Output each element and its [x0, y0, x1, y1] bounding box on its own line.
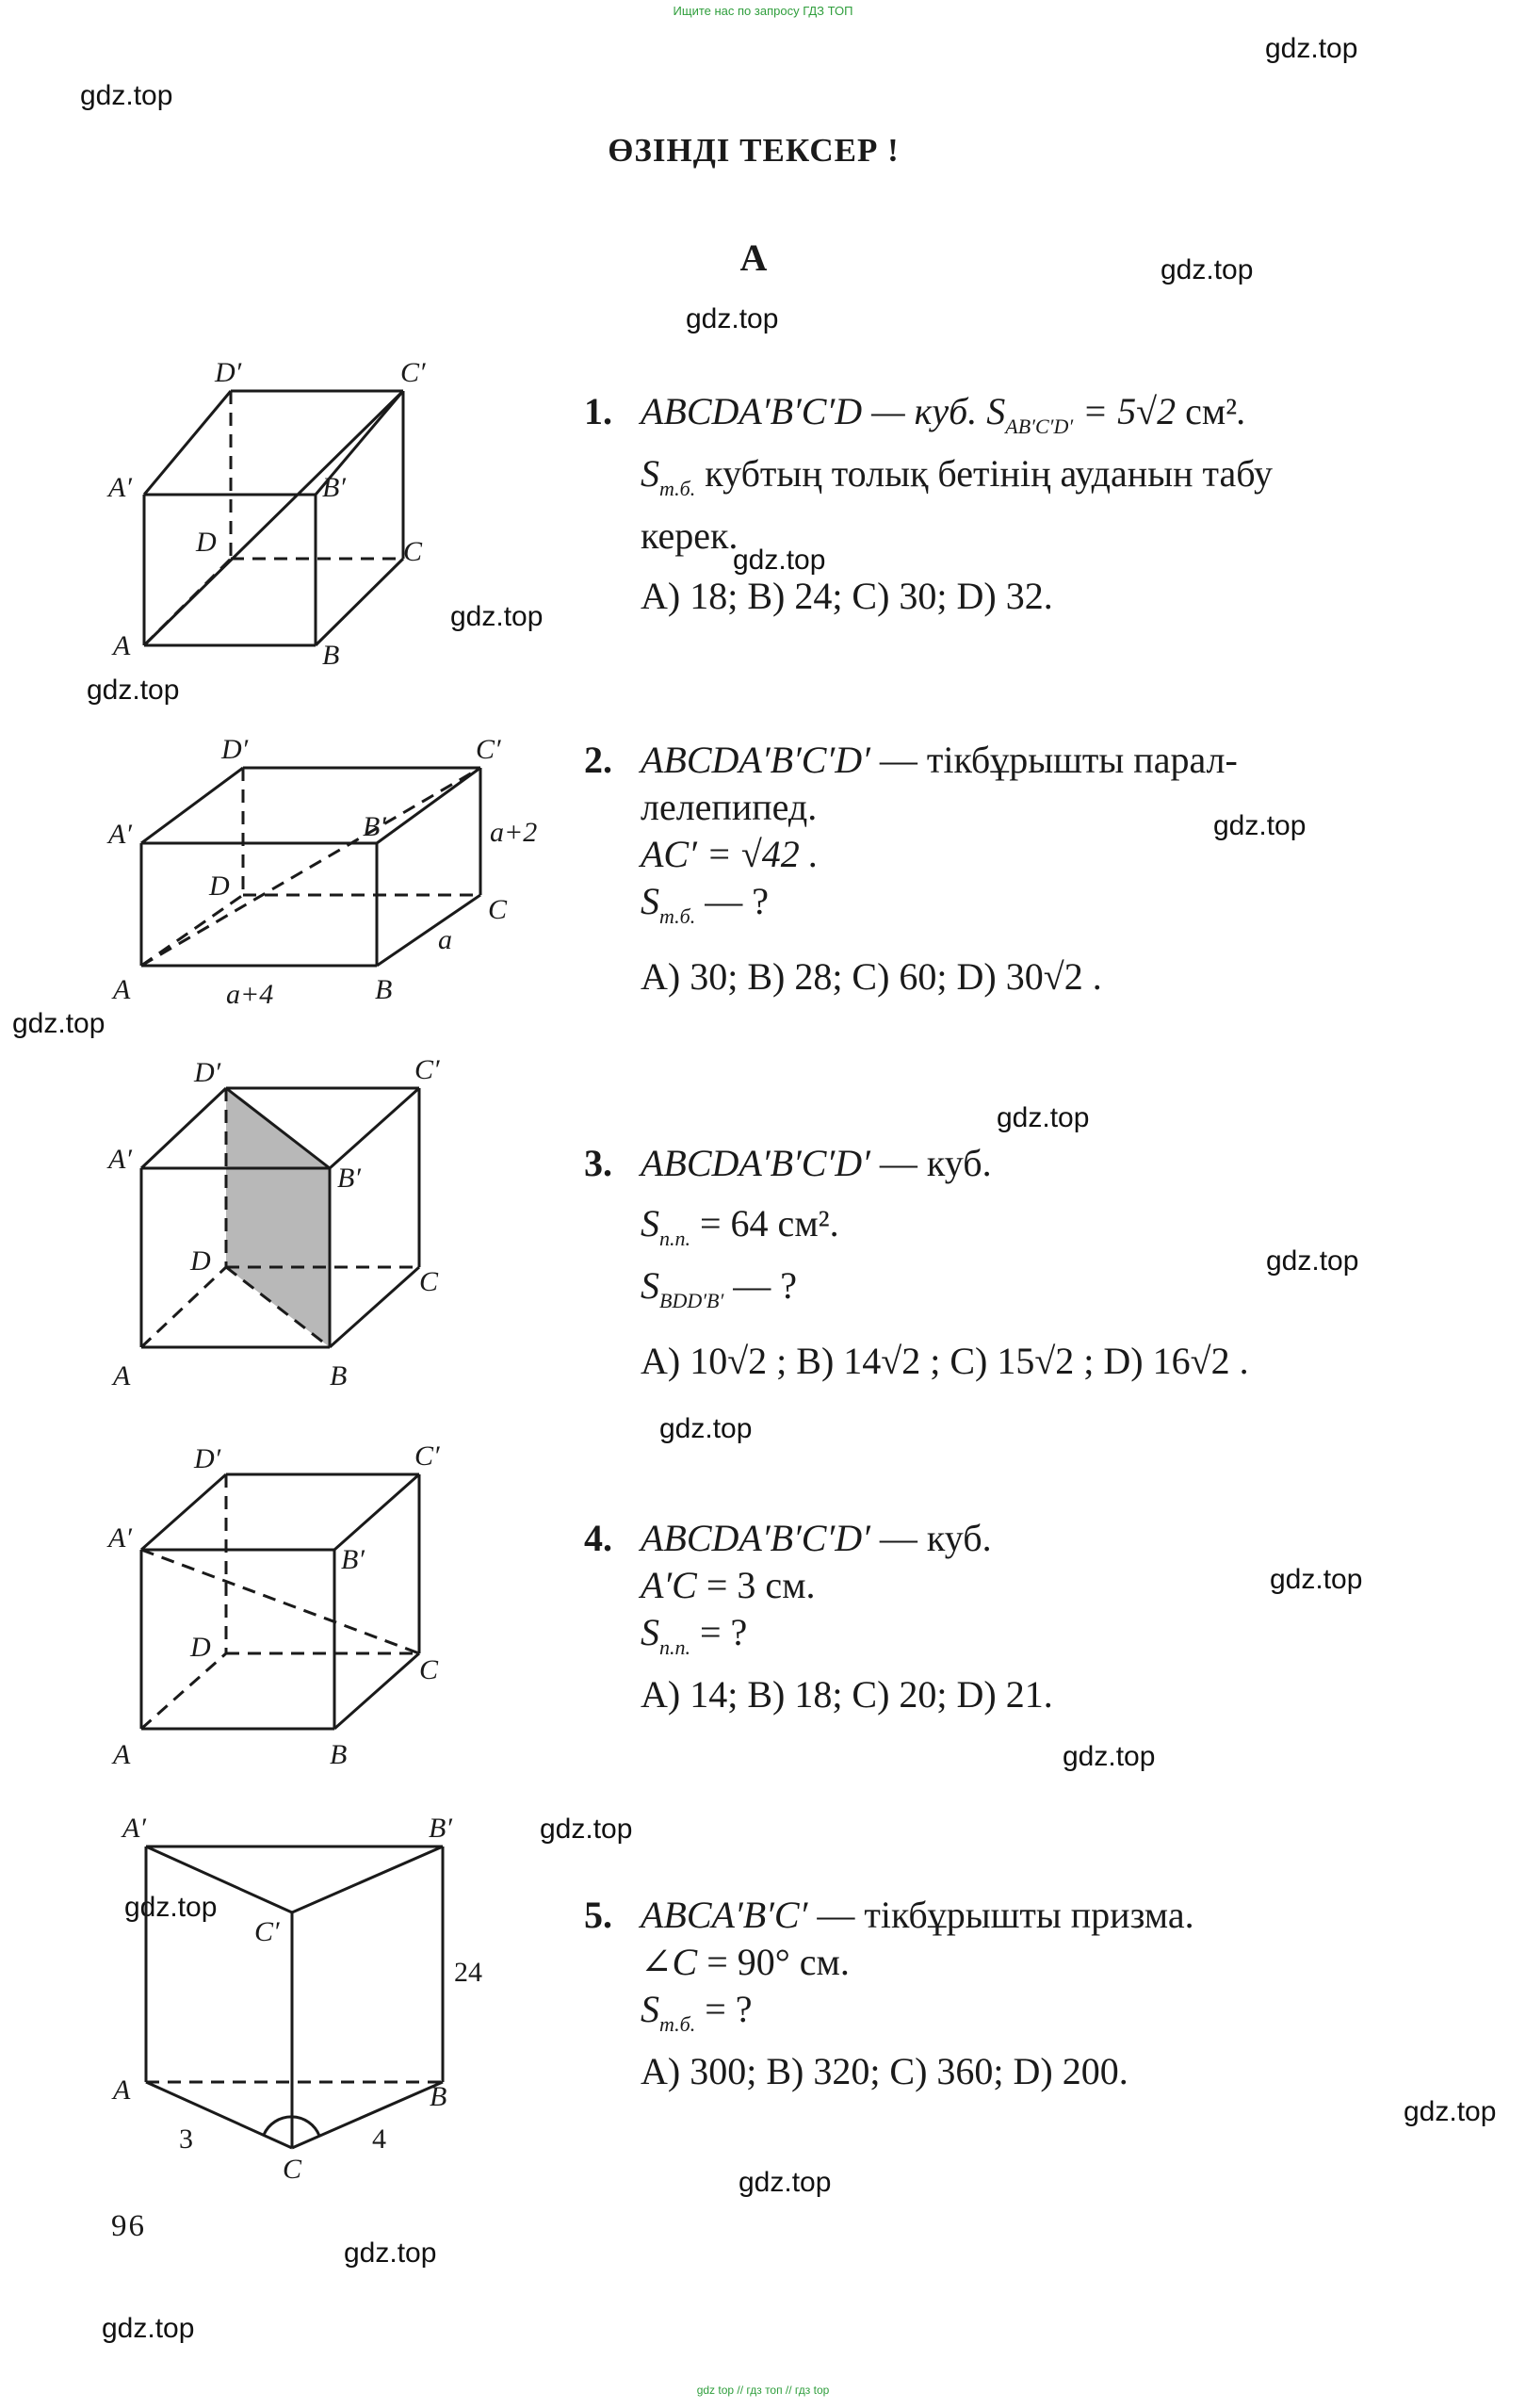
vertex-label: B′ — [337, 1163, 361, 1194]
page-title: ӨЗІНДІ ТЕКСЕР ! — [608, 132, 900, 169]
vertex-label: A′ — [122, 1813, 146, 1844]
watermark: gdz.top — [12, 1008, 106, 1039]
answer-options: A) 14; B) 18; C) 20; D) 21. — [641, 1673, 1053, 1716]
vertex-label: C — [488, 894, 508, 925]
problem-line: ABCDA′B′C′D — куб. $S_{AB'C'D'} = 5√2$ см². — [641, 390, 1247, 438]
problem-line: $S_{BDD'B'}$ — ? — [641, 1264, 798, 1312]
vertex-label: D′ — [194, 1443, 221, 1474]
edge-label: a+4 — [226, 979, 274, 1010]
vertex-label: D — [209, 870, 230, 902]
watermark: gdz.top — [1161, 254, 1254, 285]
watermark: gdz.top — [80, 80, 173, 111]
problem-line: ABCA′B′C′ — тікбұрышты призма. — [641, 1894, 1194, 1936]
vertex-label: D — [196, 527, 217, 558]
problem-line: керек. — [641, 514, 739, 557]
answer-options: A) 300; B) 320; C) 360; D) 200. — [641, 2050, 1128, 2092]
bottom-banner: gdz top // гдз топ // гдз top — [696, 2384, 830, 2397]
vertex-label: A — [113, 1360, 131, 1391]
vertex-label: D′ — [194, 1057, 221, 1088]
figure-5-prism — [104, 1799, 518, 2195]
vertex-label: B — [322, 640, 340, 671]
edge-label: a — [438, 924, 452, 955]
vertex-label: A′ — [108, 1522, 132, 1554]
problem-line: ABCDA′B′C′D′ — тікбұрышты парал- — [641, 739, 1238, 781]
page-number: 96 — [111, 2209, 146, 2243]
vertex-label: B — [330, 1739, 348, 1770]
problem-number: 4. — [584, 1517, 612, 1559]
watermark: gdz.top — [450, 601, 544, 632]
vertex-label: C′ — [400, 357, 426, 388]
answer-options: A) 18; B) 24; C) 30; D) 32. — [641, 575, 1053, 617]
problem-number: 1. — [584, 390, 612, 432]
watermark: gdz.top — [686, 303, 779, 334]
watermark: gdz.top — [659, 1413, 753, 1444]
section-letter: А — [739, 236, 768, 279]
vertex-label: A′ — [108, 472, 132, 503]
vertex-label: C — [419, 1266, 439, 1297]
vertex-label: C — [419, 1654, 439, 1685]
problem-line: ABCDA′B′C′D′ — куб. — [641, 1517, 992, 1559]
watermark: gdz.top — [102, 2313, 195, 2344]
problem-4 — [584, 1515, 1413, 1718]
watermark: gdz.top — [1265, 33, 1358, 64]
vertex-label: A — [113, 2074, 131, 2106]
watermark: gdz.top — [733, 545, 826, 576]
vertex-label: B′ — [429, 1813, 452, 1844]
top-banner: Ищите нас по запросу ГДЗ ТОП — [673, 4, 853, 18]
figure-4-cube — [104, 1432, 480, 1771]
problem-line: AC′ = √42 . — [641, 833, 819, 875]
problem-number: 3. — [584, 1142, 612, 1184]
problem-line: $S_{т.б.}$ кубтың толық бетінің ауданын табу — [641, 452, 1274, 500]
problem-number: 2. — [584, 739, 612, 781]
vertex-label: B′ — [363, 811, 386, 842]
problem-line: $S_{п.п.}$ = ? — [641, 1611, 748, 1659]
edge-label: 4 — [372, 2123, 386, 2155]
watermark: gdz.top — [1270, 1564, 1363, 1595]
problem-1 — [584, 388, 1413, 620]
problem-line: $S_{т.б.}$ = ? — [641, 1988, 753, 2036]
edge-label: a+2 — [490, 817, 538, 848]
vertex-label: C′ — [476, 734, 501, 765]
edge-label: 24 — [454, 1957, 482, 1988]
vertex-label: B — [330, 1360, 348, 1391]
figure-1-cube — [104, 353, 443, 674]
vertex-label: B — [430, 2081, 447, 2112]
vertex-label: C — [403, 536, 423, 567]
vertex-label: B — [375, 974, 393, 1005]
answer-options: A) 30; B) 28; C) 60; D) 30√2 . — [641, 955, 1102, 998]
problem-line: $S_{п.п.} = 64$ см². — [641, 1202, 839, 1250]
watermark: gdz.top — [1063, 1741, 1156, 1772]
edge-label: 3 — [179, 2123, 193, 2155]
watermark: gdz.top — [997, 1102, 1090, 1133]
vertex-label: C′ — [414, 1440, 440, 1472]
vertex-label: A — [113, 630, 131, 661]
watermark: gdz.top — [124, 1892, 218, 1923]
watermark: gdz.top — [540, 1814, 633, 1845]
vertex-label: A — [113, 1739, 131, 1770]
vertex-label: A′ — [108, 1144, 132, 1175]
vertex-label: A′ — [108, 819, 132, 850]
problem-line: A′C = 3 см. — [641, 1564, 816, 1606]
problem-3 — [584, 1140, 1413, 1385]
figure-2-parallelepiped — [104, 730, 556, 1022]
problem-5 — [584, 1892, 1413, 2095]
vertex-label: A — [113, 974, 131, 1005]
vertex-label: B′ — [322, 472, 346, 503]
vertex-label: C′ — [414, 1054, 440, 1085]
watermark: gdz.top — [1266, 1245, 1359, 1277]
vertex-label: D′ — [215, 357, 242, 388]
answer-options: A) 10√2 ; B) 14√2 ; C) 15√2 ; D) 16√2 . — [641, 1340, 1249, 1382]
vertex-label: C — [283, 2154, 302, 2185]
watermark: gdz.top — [344, 2237, 437, 2269]
problem-line: лелепипед. — [641, 786, 818, 828]
watermark: gdz.top — [739, 2167, 832, 2198]
problem-line: ∠C = 90° см. — [641, 1941, 850, 1983]
problem-line: ABCDA′B′C′D′ — куб. — [641, 1142, 992, 1184]
problem-number: 5. — [584, 1894, 612, 1936]
vertex-label: D — [190, 1245, 211, 1277]
problem-line: $S_{т.б.}$ — ? — [641, 880, 769, 928]
vertex-label: C′ — [254, 1916, 280, 1947]
vertex-label: D′ — [221, 734, 249, 765]
watermark: gdz.top — [87, 675, 180, 706]
vertex-label: B′ — [341, 1544, 365, 1575]
vertex-label: D — [190, 1632, 211, 1663]
problem-2 — [584, 737, 1413, 1001]
watermark: gdz.top — [1213, 810, 1307, 841]
watermark: gdz.top — [1404, 2096, 1497, 2127]
figure-3-cube-section — [104, 1055, 480, 1394]
